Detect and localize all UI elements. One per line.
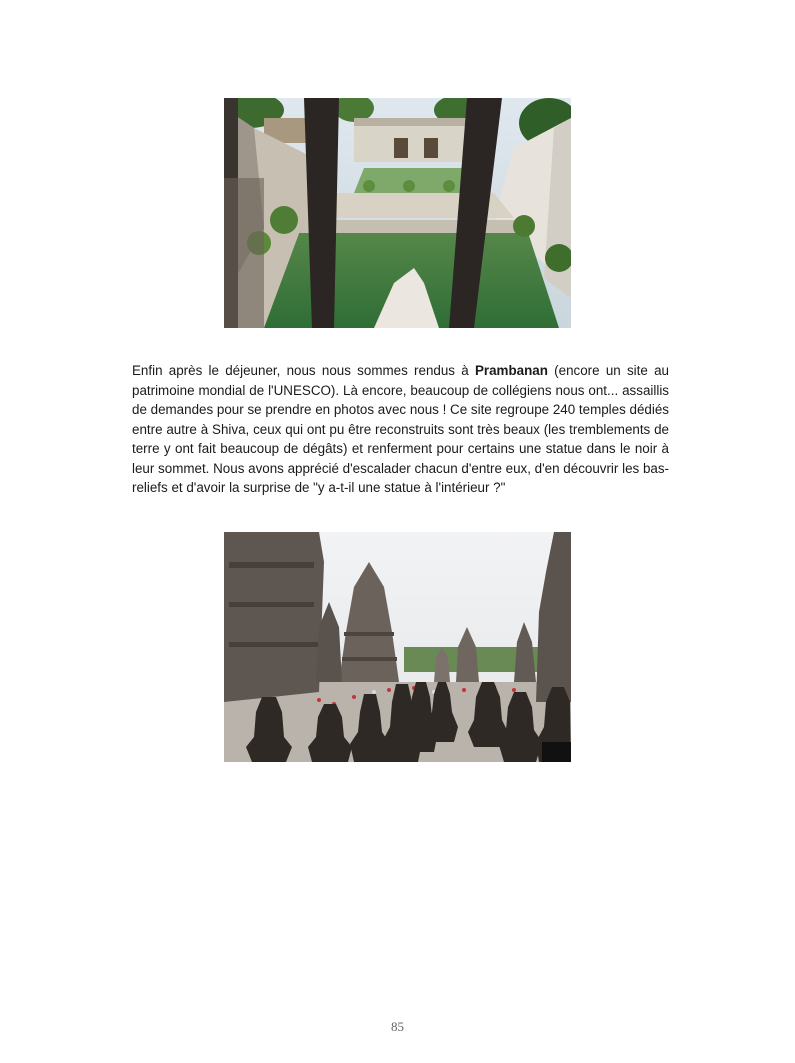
water-castle-illustration — [224, 98, 571, 328]
prambanan-illustration — [224, 532, 571, 762]
body-paragraph — [132, 361, 669, 498]
water-castle-photo — [224, 98, 571, 328]
paragraph-rest: (encore un site au patrimoine mondial de l'UNESCO). Là encore, beaucoup de collégiens nous ont... assaillis de demandes pour se prendre en photos avec nous ! Ce site regroupe 240 temples dédiés entre autre à Shiva, ceux qui ont pu être reconstruits sont très beaux (les tremblements de terre y ont fait beaucoup de dégâts) et renferment pour certains une statue dans le noir à leur sommet. Nous avons apprécié d'escalader chacun d'entre eux, d'en découvrir les bas-reliefs et d'avoir la surprise de "y a-t-il une statue à l'intérieur ?" — [132, 363, 669, 495]
page-number: 85 — [391, 1019, 404, 1034]
prambanan-photo — [224, 532, 571, 762]
place-name: Prambanan — [474, 363, 548, 378]
paragraph-intro: Enfin après le déjeuner, nous nous sommes rendus à — [132, 363, 475, 378]
